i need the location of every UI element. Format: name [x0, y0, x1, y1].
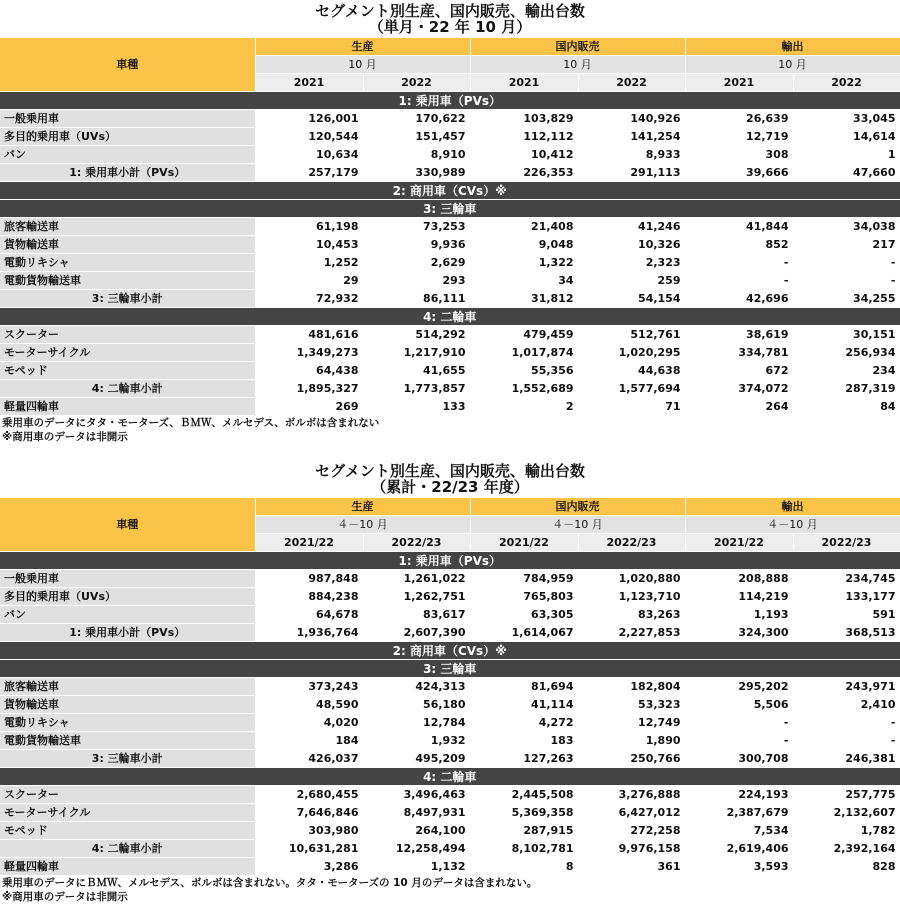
section-title: 3: 三輪車 [0, 200, 900, 218]
header-year: 2022 [793, 74, 900, 92]
value-cell: 9,048 [470, 236, 578, 254]
table-title [0, 0, 900, 38]
header-group: 輸出 [685, 38, 900, 56]
value-cell: 53,323 [578, 696, 685, 714]
header-group: 輸出 [685, 498, 900, 516]
value-cell: 224,193 [685, 786, 793, 804]
value-cell: 828 [793, 858, 900, 876]
subtotal-row [0, 290, 900, 308]
value-cell: 4,020 [255, 714, 363, 732]
row-label: 3: 三輪車小計 [0, 290, 255, 308]
row-label: 多目的乗用車（UVs） [0, 588, 255, 606]
table-row [0, 570, 900, 588]
value-cell: 12,258,494 [363, 840, 470, 858]
value-cell: 30,151 [793, 326, 900, 344]
header-year: 2022 [363, 74, 470, 92]
value-cell: 1,932 [363, 732, 470, 750]
value-cell: 55,356 [470, 362, 578, 380]
value-cell: 120,544 [255, 128, 363, 146]
value-cell: 8,910 [363, 146, 470, 164]
value-cell: 12,749 [578, 714, 685, 732]
section-title: 2: 商用車（CVs）※ [0, 642, 900, 660]
value-cell: 3,593 [685, 858, 793, 876]
value-cell: 300,708 [685, 750, 793, 768]
value-cell: 41,844 [685, 218, 793, 236]
table-title [0, 460, 900, 498]
value-cell: 987,848 [255, 570, 363, 588]
table-row [0, 786, 900, 804]
subtotal-row [0, 624, 900, 642]
value-cell: - [793, 732, 900, 750]
value-cell: 2,392,164 [793, 840, 900, 858]
section-header-row [0, 552, 900, 570]
value-cell: 226,353 [470, 164, 578, 182]
value-cell: 672 [685, 362, 793, 380]
value-cell: - [793, 254, 900, 272]
table-row [0, 272, 900, 290]
subtotal-row [0, 380, 900, 398]
row-label: モーターサイクル [0, 344, 255, 362]
value-cell: 7,646,846 [255, 804, 363, 822]
value-cell: 2,132,607 [793, 804, 900, 822]
value-cell: 334,781 [685, 344, 793, 362]
value-cell: 1,890 [578, 732, 685, 750]
header-row-groups [0, 38, 900, 56]
row-label: モペッド [0, 362, 255, 380]
row-label: 1: 乗用車小計（PVs） [0, 164, 255, 182]
table-row [0, 858, 900, 876]
value-cell: 324,300 [685, 624, 793, 642]
value-cell: 234,745 [793, 570, 900, 588]
section-header-row [0, 642, 900, 660]
value-cell: 127,263 [470, 750, 578, 768]
table-row [0, 588, 900, 606]
value-cell: 34,255 [793, 290, 900, 308]
table-row [0, 606, 900, 624]
value-cell: 112,112 [470, 128, 578, 146]
value-cell: 3,276,888 [578, 786, 685, 804]
value-cell: 1,782 [793, 822, 900, 840]
value-cell: 512,761 [578, 326, 685, 344]
row-label: 3: 三輪車小計 [0, 750, 255, 768]
value-cell: 7,534 [685, 822, 793, 840]
table-title-line2: （累計・22/23 年度） [371, 478, 529, 496]
table-row [0, 146, 900, 164]
value-cell: 5,369,358 [470, 804, 578, 822]
row-label: 軽量四輪車 [0, 858, 255, 876]
value-cell: 34 [470, 272, 578, 290]
value-cell: 21,408 [470, 218, 578, 236]
value-cell: 208,888 [685, 570, 793, 588]
value-cell: 2,410 [793, 696, 900, 714]
value-cell: 71 [578, 398, 685, 416]
table-row [0, 822, 900, 840]
value-cell: 1,217,910 [363, 344, 470, 362]
value-cell: 287,915 [470, 822, 578, 840]
value-cell: 33,045 [793, 110, 900, 128]
table-row [0, 696, 900, 714]
value-cell: 250,766 [578, 750, 685, 768]
header-period: ４－10 月 [470, 516, 685, 534]
value-cell: 495,209 [363, 750, 470, 768]
row-label: 4: 二輪車小計 [0, 840, 255, 858]
table-notes [0, 416, 900, 444]
value-cell: 133,177 [793, 588, 900, 606]
value-cell: 34,038 [793, 218, 900, 236]
value-cell: 48,590 [255, 696, 363, 714]
value-cell: - [685, 732, 793, 750]
value-cell: 47,660 [793, 164, 900, 182]
value-cell: 291,113 [578, 164, 685, 182]
value-cell: 259 [578, 272, 685, 290]
value-cell: 9,936 [363, 236, 470, 254]
value-cell: 374,072 [685, 380, 793, 398]
header-year: 2021/22 [470, 534, 578, 552]
section-header-row [0, 92, 900, 110]
value-cell: 73,253 [363, 218, 470, 236]
header-year: 2021 [255, 74, 363, 92]
value-cell: 1,349,273 [255, 344, 363, 362]
data-table [0, 498, 900, 876]
value-cell: 293 [363, 272, 470, 290]
value-cell: 41,246 [578, 218, 685, 236]
row-label: スクーター [0, 786, 255, 804]
data-table [0, 38, 900, 416]
value-cell: 246,381 [793, 750, 900, 768]
value-cell: 287,319 [793, 380, 900, 398]
value-cell: 1,123,710 [578, 588, 685, 606]
header-vehicle-type: 車種 [0, 498, 255, 552]
header-year: 2021/22 [255, 534, 363, 552]
value-cell: 272,258 [578, 822, 685, 840]
value-cell: 81,694 [470, 678, 578, 696]
value-cell: 1,614,067 [470, 624, 578, 642]
value-cell: 10,326 [578, 236, 685, 254]
value-cell: 1,020,295 [578, 344, 685, 362]
value-cell: 10,453 [255, 236, 363, 254]
section-header-row [0, 200, 900, 218]
value-cell: 373,243 [255, 678, 363, 696]
header-period: ４－10 月 [255, 516, 470, 534]
table-row [0, 326, 900, 344]
value-cell: 6,427,012 [578, 804, 685, 822]
value-cell: 591 [793, 606, 900, 624]
header-year: 2022/23 [793, 534, 900, 552]
value-cell: 1,895,327 [255, 380, 363, 398]
value-cell: 8,497,931 [363, 804, 470, 822]
value-cell: 852 [685, 236, 793, 254]
value-cell: 64,678 [255, 606, 363, 624]
row-label: モーターサイクル [0, 804, 255, 822]
row-label: 一般乗用車 [0, 110, 255, 128]
value-cell: 330,989 [363, 164, 470, 182]
value-cell: 140,926 [578, 110, 685, 128]
section-title: 4: 二輪車 [0, 768, 900, 786]
table-row [0, 236, 900, 254]
row-label: 貨物輸送車 [0, 236, 255, 254]
value-cell: 38,619 [685, 326, 793, 344]
value-cell: 1 [793, 146, 900, 164]
header-group: 生産 [255, 498, 470, 516]
header-period: 10 月 [685, 56, 900, 74]
value-cell: 10,412 [470, 146, 578, 164]
header-group: 国内販売 [470, 38, 685, 56]
value-cell: 10,634 [255, 146, 363, 164]
value-cell: 184 [255, 732, 363, 750]
header-row-groups [0, 498, 900, 516]
row-label: 電動リキシャ [0, 254, 255, 272]
value-cell: 765,803 [470, 588, 578, 606]
row-label: 多目的乗用車（UVs） [0, 128, 255, 146]
section-title: 2: 商用車（CVs）※ [0, 182, 900, 200]
table-row [0, 398, 900, 416]
value-cell: 41,655 [363, 362, 470, 380]
table-row [0, 732, 900, 750]
value-cell: 64,438 [255, 362, 363, 380]
section-title: 4: 二輪車 [0, 308, 900, 326]
table-row [0, 344, 900, 362]
header-year: 2021 [470, 74, 578, 92]
table-row [0, 254, 900, 272]
row-label: スクーター [0, 326, 255, 344]
value-cell: 1,132 [363, 858, 470, 876]
note-line: ※商用車のデータは非開示 [2, 891, 128, 903]
note-line: 乗用車のデータにタタ・モーターズ、ＢＭＷ、メルセデス、ボルボは含まれない [2, 417, 380, 429]
row-label: 電動貨物輸送車 [0, 272, 255, 290]
header-year: 2022 [578, 74, 685, 92]
value-cell: 2 [470, 398, 578, 416]
value-cell: 1,017,874 [470, 344, 578, 362]
header-year: 2022/23 [363, 534, 470, 552]
row-label: バン [0, 606, 255, 624]
section-title: 1: 乗用車（PVs） [0, 552, 900, 570]
table-title-line2: （単月・22 年 10 月） [368, 18, 532, 36]
value-cell: 2,680,455 [255, 786, 363, 804]
value-cell: 479,459 [470, 326, 578, 344]
table-row [0, 218, 900, 236]
value-cell: - [793, 272, 900, 290]
value-cell: 243,971 [793, 678, 900, 696]
value-cell: 126,001 [255, 110, 363, 128]
row-label: モペッド [0, 822, 255, 840]
value-cell: - [685, 714, 793, 732]
value-cell: 4,272 [470, 714, 578, 732]
note-line: 乗用車のデータにＢＭＷ、メルセデス、ボルボは含まれない。タタ・モーターズの 10 月のデータは含まれない。 [2, 877, 538, 889]
value-cell: 83,263 [578, 606, 685, 624]
table-row [0, 362, 900, 380]
table-row [0, 714, 900, 732]
value-cell: 264 [685, 398, 793, 416]
value-cell: 26,639 [685, 110, 793, 128]
value-cell: 183 [470, 732, 578, 750]
subtotal-row [0, 164, 900, 182]
row-label: 貨物輸送車 [0, 696, 255, 714]
note-line: ※商用車のデータは非開示 [2, 431, 128, 443]
value-cell: 264,100 [363, 822, 470, 840]
value-cell: 257,179 [255, 164, 363, 182]
header-year: 2022/23 [578, 534, 685, 552]
value-cell: 54,154 [578, 290, 685, 308]
value-cell: 303,980 [255, 822, 363, 840]
value-cell: 12,719 [685, 128, 793, 146]
value-cell: 83,617 [363, 606, 470, 624]
value-cell: 1,773,857 [363, 380, 470, 398]
value-cell: 257,775 [793, 786, 900, 804]
table-row [0, 128, 900, 146]
section-title: 3: 三輪車 [0, 660, 900, 678]
value-cell: 44,638 [578, 362, 685, 380]
section-title: 1: 乗用車（PVs） [0, 92, 900, 110]
value-cell: 2,619,406 [685, 840, 793, 858]
table-title-line1: セグメント別生産、国内販売、輸出台数 [315, 2, 585, 20]
section-header-row [0, 768, 900, 786]
value-cell: 12,784 [363, 714, 470, 732]
value-cell: 2,323 [578, 254, 685, 272]
value-cell: 1,262,751 [363, 588, 470, 606]
value-cell: 308 [685, 146, 793, 164]
value-cell: 1,936,764 [255, 624, 363, 642]
value-cell: 151,457 [363, 128, 470, 146]
value-cell: 8,933 [578, 146, 685, 164]
row-label: 4: 二輪車小計 [0, 380, 255, 398]
value-cell: 514,292 [363, 326, 470, 344]
value-cell: 182,804 [578, 678, 685, 696]
value-cell: 141,254 [578, 128, 685, 146]
row-label: 軽量四輪車 [0, 398, 255, 416]
row-label: 電動貨物輸送車 [0, 732, 255, 750]
value-cell: 368,513 [793, 624, 900, 642]
subtotal-row [0, 840, 900, 858]
header-period: ４－10 月 [685, 516, 900, 534]
row-label: 旅客輸送車 [0, 218, 255, 236]
value-cell: 361 [578, 858, 685, 876]
row-label: 旅客輸送車 [0, 678, 255, 696]
value-cell: 269 [255, 398, 363, 416]
value-cell: 424,313 [363, 678, 470, 696]
table-title-line1: セグメント別生産、国内販売、輸出台数 [315, 462, 585, 480]
header-year: 2021/22 [685, 534, 793, 552]
value-cell: 426,037 [255, 750, 363, 768]
value-cell: 29 [255, 272, 363, 290]
value-cell: 41,114 [470, 696, 578, 714]
value-cell: 1,193 [685, 606, 793, 624]
value-cell: 9,976,158 [578, 840, 685, 858]
header-period: 10 月 [470, 56, 685, 74]
value-cell: 2,445,508 [470, 786, 578, 804]
value-cell: 1,020,880 [578, 570, 685, 588]
value-cell: 295,202 [685, 678, 793, 696]
value-cell: 1,322 [470, 254, 578, 272]
row-label: 電動リキシャ [0, 714, 255, 732]
table-notes [0, 876, 900, 904]
value-cell: 3,286 [255, 858, 363, 876]
value-cell: 14,614 [793, 128, 900, 146]
value-cell: - [685, 254, 793, 272]
row-label: バン [0, 146, 255, 164]
value-cell: 42,696 [685, 290, 793, 308]
row-label: 1: 乗用車小計（PVs） [0, 624, 255, 642]
section-header-row [0, 182, 900, 200]
value-cell: 2,629 [363, 254, 470, 272]
header-year: 2021 [685, 74, 793, 92]
section-header-row [0, 660, 900, 678]
value-cell: 72,932 [255, 290, 363, 308]
value-cell: 3,496,463 [363, 786, 470, 804]
table-row [0, 110, 900, 128]
value-cell: 39,666 [685, 164, 793, 182]
table-section-2 [0, 460, 900, 904]
table-row [0, 804, 900, 822]
value-cell: 1,252 [255, 254, 363, 272]
value-cell: 114,219 [685, 588, 793, 606]
value-cell: 103,829 [470, 110, 578, 128]
header-vehicle-type: 車種 [0, 38, 255, 92]
section-header-row [0, 308, 900, 326]
table-row [0, 678, 900, 696]
value-cell: 8,102,781 [470, 840, 578, 858]
value-cell: 2,227,853 [578, 624, 685, 642]
value-cell: 86,111 [363, 290, 470, 308]
value-cell: 10,631,281 [255, 840, 363, 858]
value-cell: 56,180 [363, 696, 470, 714]
value-cell: 784,959 [470, 570, 578, 588]
value-cell: 84 [793, 398, 900, 416]
value-cell: 234 [793, 362, 900, 380]
header-group: 国内販売 [470, 498, 685, 516]
value-cell: 133 [363, 398, 470, 416]
value-cell: 1,261,022 [363, 570, 470, 588]
table-section-1 [0, 0, 900, 444]
value-cell: 884,238 [255, 588, 363, 606]
value-cell: 2,607,390 [363, 624, 470, 642]
value-cell: 5,506 [685, 696, 793, 714]
value-cell: 170,622 [363, 110, 470, 128]
value-cell: 481,616 [255, 326, 363, 344]
value-cell: - [793, 714, 900, 732]
value-cell: 2,387,679 [685, 804, 793, 822]
header-group: 生産 [255, 38, 470, 56]
value-cell: - [685, 272, 793, 290]
value-cell: 63,305 [470, 606, 578, 624]
header-period: 10 月 [255, 56, 470, 74]
row-label: 一般乗用車 [0, 570, 255, 588]
value-cell: 1,577,694 [578, 380, 685, 398]
value-cell: 31,812 [470, 290, 578, 308]
value-cell: 8 [470, 858, 578, 876]
subtotal-row [0, 750, 900, 768]
value-cell: 61,198 [255, 218, 363, 236]
value-cell: 1,552,689 [470, 380, 578, 398]
value-cell: 217 [793, 236, 900, 254]
value-cell: 256,934 [793, 344, 900, 362]
